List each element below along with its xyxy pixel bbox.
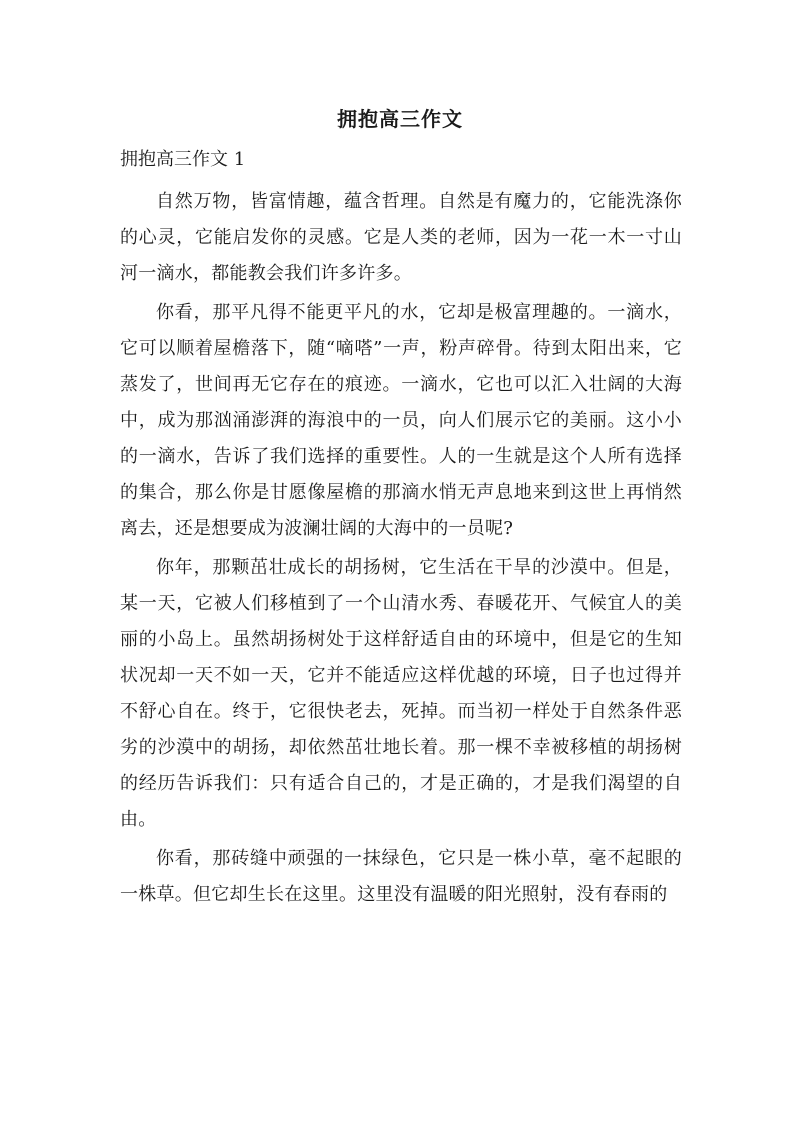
document-subtitle: 拥抱高三作文 1 xyxy=(120,149,246,170)
paragraph: 你年，那颗茁壮成长的胡扬树，它生活在干旱的沙漠中。但是，某一天，它被人们移植到了一个山清水秀、春暖花开、气候宜人的美丽的小岛上。虽然胡扬树处于这样舒适自由的环境中，但是它的生知状况却一天不如一天，它并不能适应这样优越的环境，日子也过得并不舒心自在。终于，它很快老去，死掉。而当初一样处于自然条件恶劣的沙漠中的胡扬，却依然茁壮地长着。那一棵不幸被移植的胡扬树的经历告诉我们：只有适合自己的，才是正确的，才是我们渴望的自由。 xyxy=(120,557,682,830)
paragraph: 自然万物，皆富情趣，蕴含哲理。自然是有魔力的，它能洗涤你的心灵，它能启发你的灵感。它是人类的老师，因为一花一木一寸山河一滴水，都能教会我们许多许多。 xyxy=(120,191,682,284)
paragraph: 你看，那砖缝中顽强的一抹绿色，它只是一株小草，毫不起眼的一株草。但它却生长在这里。这里没有温暖的阳光照射，没有春雨的 xyxy=(120,848,682,905)
document-body xyxy=(120,184,682,913)
paragraph: 你看，那平凡得不能更平凡的水，它却是极富理趣的。一滴水，它可以顺着屋檐落下，随“嘀嗒”一声，粉声碎骨。待到太阳出来，它蒸发了，世间再无它存在的痕迹。一滴水，它也可以汇入壮阔的大海中，成为那汹涌澎湃的海浪中的一员，向人们展示它的美丽。这小小的一滴水，告诉了我们选择的重要性。人的一生就是这个人所有选择的集合，那么你是甘愿像屋檐的那滴水悄无声息地来到这世上再悄然离去，还是想要成为波澜壮阔的大海中的一员呢? xyxy=(120,302,682,539)
document-title: 拥抱高三作文 xyxy=(337,107,463,131)
